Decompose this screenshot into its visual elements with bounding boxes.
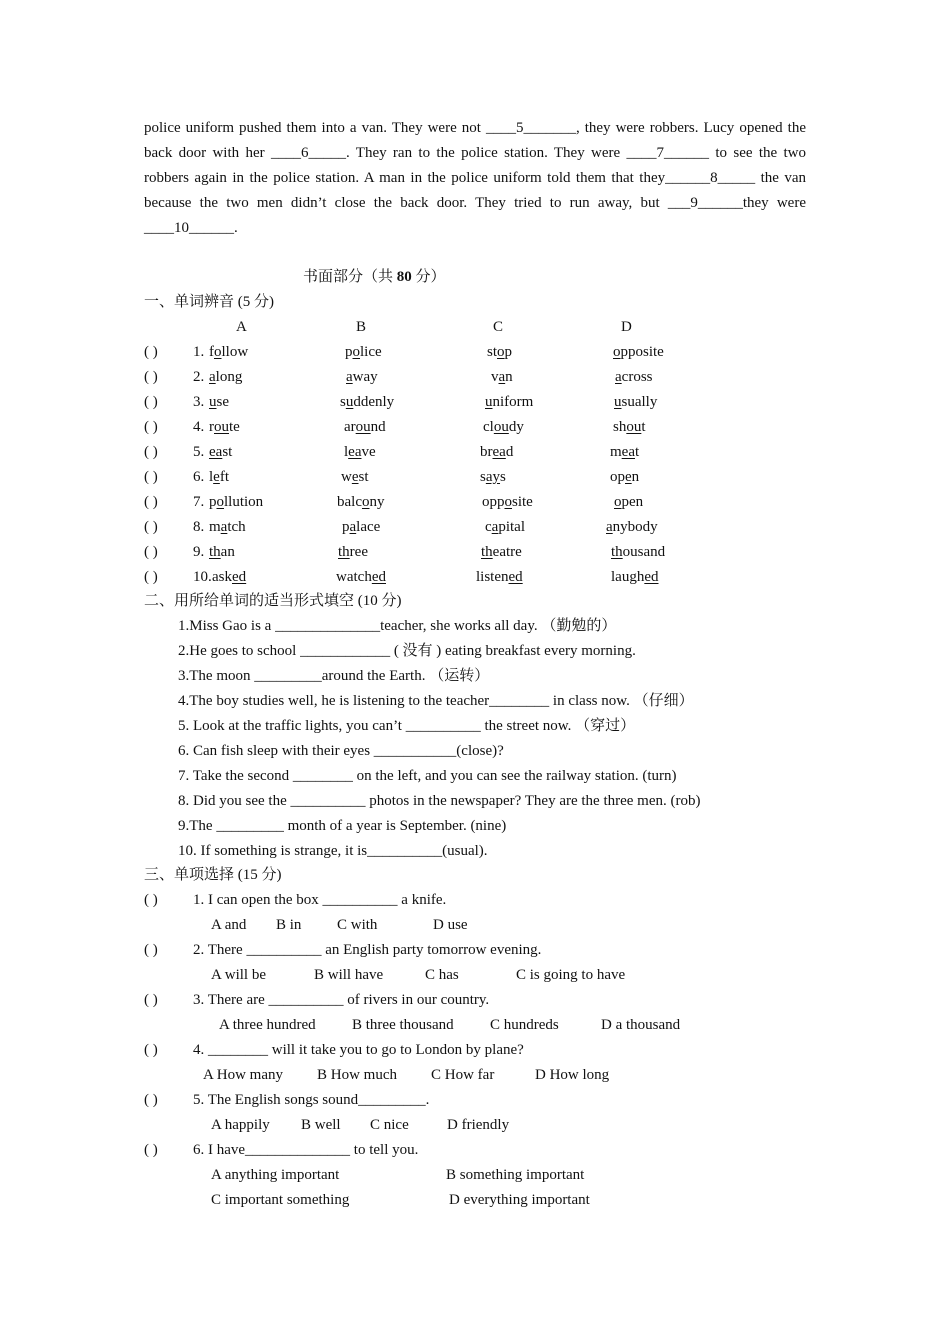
word-part: way <box>352 369 378 385</box>
word-option-a <box>209 490 263 515</box>
answer-bracket[interactable]: ( ) <box>144 544 158 560</box>
option-d[interactable]: C is going to have <box>516 967 626 983</box>
option-a[interactable]: A will be <box>211 967 266 983</box>
section-1-title: 一、单词辨音 (5 分) <box>144 294 274 310</box>
word-option-b <box>338 540 368 565</box>
word-option-a <box>209 365 242 390</box>
word-part: ousand <box>622 544 666 560</box>
item-number: 3. <box>193 394 205 410</box>
answer-bracket[interactable]: ( ) <box>144 369 158 385</box>
fill-item: 5. Look at the traffic lights, you can’t __________ the street now. （穿过） <box>178 718 636 734</box>
written-title-post: 分） <box>411 269 446 285</box>
word-option-b <box>342 515 380 540</box>
option-d[interactable]: D a thousand <box>601 1017 681 1033</box>
word-part: nybody <box>612 519 658 535</box>
word-option-b <box>344 415 386 440</box>
word-part: p <box>504 344 513 360</box>
underlined-letters: a <box>606 519 613 535</box>
option-a[interactable]: A anything important <box>211 1167 340 1183</box>
word-option-c <box>483 415 524 440</box>
fill-item: 1.Miss Gao is a ______________teacher, she works all day. （勤勉的） <box>178 618 617 634</box>
underlined-letters: e <box>351 469 359 485</box>
underlined-letters: ea <box>621 444 635 460</box>
option-b[interactable]: B in <box>276 917 302 933</box>
column-header-c: C <box>493 319 504 335</box>
word-part: t <box>635 444 640 460</box>
answer-bracket[interactable]: ( ) <box>144 569 158 585</box>
underlined-letters: ay <box>485 469 501 485</box>
word-part: site <box>512 494 533 510</box>
answer-bracket[interactable]: ( ) <box>144 469 158 485</box>
underlined-letters: e <box>213 469 220 485</box>
word-option-c <box>485 390 533 415</box>
item-number: 2. <box>193 369 205 385</box>
word-part: c <box>485 519 492 535</box>
written-title-pre: 书面部分（共 <box>303 269 397 285</box>
underlined-letters: u <box>209 394 217 410</box>
word-part: watch <box>336 569 372 585</box>
word-part: m <box>610 444 622 460</box>
underlined-letters: o <box>614 494 622 510</box>
word-part: llow <box>221 344 249 360</box>
word-part: l <box>209 469 214 485</box>
word-option-d <box>614 390 657 415</box>
question-text: 5. The English songs sound_________. <box>193 1092 430 1108</box>
fill-item: 9.The _________ month of a year is September. (nine) <box>178 818 507 834</box>
word-option-b <box>344 440 376 465</box>
word-part: s <box>340 394 346 410</box>
word-part: p <box>345 344 353 360</box>
option-b[interactable]: B three thousand <box>352 1017 454 1033</box>
word-option-a <box>209 340 248 365</box>
word-part: pposite <box>620 344 664 360</box>
option-c[interactable]: C with <box>337 917 378 933</box>
underlined-letters: u <box>614 394 622 410</box>
option-d[interactable]: D everything important <box>449 1192 590 1208</box>
word-part: st <box>358 469 369 485</box>
underlined-letters: u <box>485 394 493 410</box>
word-option-d <box>615 365 653 390</box>
word-part: lice <box>360 344 382 360</box>
underlined-letters: o <box>361 494 370 510</box>
word-option-b <box>345 340 382 365</box>
word-option-c <box>480 465 506 490</box>
fill-item: 7. Take the second ________ on the left, and you can see the railway station. (turn) <box>178 768 677 784</box>
column-header-d: D <box>621 319 632 335</box>
word-option-a <box>209 515 246 540</box>
word-part: f <box>209 344 214 360</box>
word-part: ree <box>349 544 368 560</box>
word-part: balc <box>337 494 362 510</box>
underlined-letters: ea <box>209 444 223 460</box>
item-number: 1. <box>193 344 205 360</box>
word-option-a <box>212 565 246 590</box>
word-option-a <box>209 440 232 465</box>
word-option-a <box>209 415 240 440</box>
underlined-letters: ou <box>626 419 642 435</box>
underlined-letters: a <box>209 369 216 385</box>
answer-bracket[interactable]: ( ) <box>144 992 158 1008</box>
fill-item: 6. Can fish sleep with their eyes ___________(close)? <box>178 743 504 759</box>
underlined-letters: a <box>346 369 353 385</box>
underlined-letters: a <box>349 519 357 535</box>
word-part: opp <box>482 494 505 510</box>
option-c[interactable]: C How far <box>431 1067 495 1083</box>
underlined-letters: a <box>498 369 506 385</box>
underlined-letters: o <box>497 344 505 360</box>
underlined-letters: o <box>613 344 621 360</box>
column-header-a: A <box>236 319 247 335</box>
word-part: cross <box>621 369 653 385</box>
option-b[interactable]: B How much <box>317 1067 397 1083</box>
word-option-d <box>613 415 646 440</box>
word-part: r <box>209 419 214 435</box>
answer-bracket[interactable]: ( ) <box>144 344 158 360</box>
underlined-letters: ed <box>644 569 659 585</box>
word-option-a <box>209 465 229 490</box>
underlined-letters: e <box>625 469 632 485</box>
fill-item: 10. If something is strange, it is__________(usual). <box>178 843 488 859</box>
word-option-b <box>346 365 378 390</box>
question-text: 6. I have______________ to tell you. <box>193 1142 419 1158</box>
word-part: ft <box>219 469 230 485</box>
word-part: v <box>491 369 499 385</box>
answer-bracket[interactable]: ( ) <box>144 419 158 435</box>
word-option-a <box>209 390 229 415</box>
underlined-letters: ed <box>371 569 386 585</box>
word-part: listen <box>476 569 509 585</box>
underlined-letters: ou <box>493 419 509 435</box>
option-d[interactable]: D friendly <box>447 1117 510 1133</box>
word-part: laugh <box>611 569 645 585</box>
word-option-d <box>613 340 664 365</box>
answer-bracket[interactable]: ( ) <box>144 444 158 460</box>
word-part: d <box>505 444 514 460</box>
word-option-d <box>610 465 639 490</box>
underlined-letters: th <box>209 544 221 560</box>
word-part: dy <box>508 419 524 435</box>
word-part: ddenly <box>353 394 395 410</box>
word-option-b <box>340 390 394 415</box>
word-option-d <box>606 515 658 540</box>
word-part: lace <box>356 519 381 535</box>
passage-text: police uniform pushed them into a van. They were not ____5_______, they were robbers. Lucy opened the back door with her ____6_____. They ran to the police station. They were ____7______ to see the two robbers again in the police station. A man in the police uniform told them that they______8_____ the van because the two men didn’t close the back door. They tried to run away, but ___9______they were ____10______. <box>144 120 806 236</box>
answer-bracket[interactable]: ( ) <box>144 519 158 535</box>
word-part: ar <box>344 419 356 435</box>
section-2-title: 二、用所给单词的适当形式填空 (10 分) <box>144 593 402 609</box>
word-part: st <box>487 344 498 360</box>
option-a[interactable]: A happily <box>211 1117 270 1133</box>
word-part: ask <box>212 569 232 585</box>
option-a[interactable]: A How many <box>203 1067 283 1083</box>
word-option-b <box>336 565 386 590</box>
word-part: eatre <box>492 544 522 560</box>
question-text: 2. There __________ an English party tomorrow evening. <box>193 942 542 958</box>
word-part: s <box>500 469 506 485</box>
word-part: te <box>229 419 240 435</box>
option-c[interactable]: C important something <box>211 1192 350 1208</box>
word-part: n <box>631 469 640 485</box>
word-option-d <box>611 540 665 565</box>
word-part: t <box>641 419 646 435</box>
option-c[interactable]: C nice <box>370 1117 409 1133</box>
underlined-letters: o <box>214 344 222 360</box>
fill-item: 3.The moon _________around the Earth. （运转） <box>178 668 490 684</box>
underlined-letters: ed <box>232 569 247 585</box>
underlined-letters: o <box>216 494 224 510</box>
underlined-letters: ea <box>492 444 506 460</box>
word-part: ve <box>361 444 376 460</box>
underlined-letters: th <box>481 544 493 560</box>
option-a[interactable]: A and <box>211 917 247 933</box>
word-part: pital <box>498 519 526 535</box>
section-3-title: 三、单项选择 (15 分) <box>144 867 282 883</box>
item-number: 7. <box>193 494 205 510</box>
word-option-b <box>337 490 384 515</box>
underlined-letters: ea <box>348 444 362 460</box>
answer-bracket[interactable]: ( ) <box>144 892 158 908</box>
word-part: op <box>610 469 625 485</box>
option-d[interactable]: D How long <box>535 1067 610 1083</box>
word-part: niform <box>492 394 534 410</box>
word-part: s <box>480 469 486 485</box>
word-part: w <box>341 469 352 485</box>
word-part: n <box>505 369 513 385</box>
word-option-c <box>481 540 522 565</box>
column-header-b: B <box>356 319 367 335</box>
underlined-letters: th <box>338 544 350 560</box>
underlined-letters: u <box>345 394 354 410</box>
word-part: cl <box>483 419 494 435</box>
word-part: st <box>222 444 233 460</box>
item-number: 5. <box>193 444 205 460</box>
question-text: 3. There are __________ of rivers in our country. <box>193 992 490 1008</box>
fill-item: 2.He goes to school ____________ ( 没有 ) eating breakfast every morning. <box>178 643 636 659</box>
word-part: tch <box>227 519 246 535</box>
written-part-title <box>303 265 446 290</box>
word-part: p <box>209 494 217 510</box>
word-option-c <box>487 340 512 365</box>
item-number: 10. <box>193 569 212 585</box>
option-b[interactable]: B something important <box>446 1167 585 1183</box>
answer-bracket[interactable]: ( ) <box>144 942 158 958</box>
fill-item: 4.The boy studies well, he is listening to the teacher________ in class now. （仔细） <box>178 693 694 709</box>
option-c[interactable]: C has <box>425 967 459 983</box>
question-text: 1. I can open the box __________ a knife. <box>193 892 447 908</box>
item-number: 8. <box>193 519 205 535</box>
word-option-d <box>614 490 643 515</box>
option-b[interactable]: B well <box>301 1117 341 1133</box>
underlined-letters: a <box>491 519 499 535</box>
word-part: p <box>342 519 350 535</box>
underlined-letters: ou <box>214 419 229 435</box>
word-part: long <box>215 369 243 385</box>
answer-bracket[interactable]: ( ) <box>144 1042 158 1058</box>
option-a[interactable]: A three hundred <box>219 1017 316 1033</box>
option-d[interactable]: D use <box>433 917 468 933</box>
underlined-letters: ed <box>508 569 523 585</box>
word-part: llution <box>224 494 264 510</box>
underlined-letters: a <box>615 369 622 385</box>
word-part: pen <box>621 494 644 510</box>
word-part: l <box>344 444 349 460</box>
option-b[interactable]: B will have <box>314 967 384 983</box>
word-part: sh <box>613 419 627 435</box>
underlined-letters: a <box>220 519 228 535</box>
item-number: 4. <box>193 419 205 435</box>
word-part: an <box>220 544 235 560</box>
underlined-letters: th <box>611 544 623 560</box>
word-part: br <box>480 444 493 460</box>
item-number: 9. <box>193 544 205 560</box>
fill-item: 8. Did you see the __________ photos in the newspaper? They are the three men. (rob) <box>178 793 701 809</box>
option-c[interactable]: C hundreds <box>490 1017 559 1033</box>
word-option-c <box>485 515 525 540</box>
word-part: nd <box>370 419 386 435</box>
word-option-d <box>610 440 639 465</box>
word-option-c <box>480 440 513 465</box>
word-option-a <box>209 540 235 565</box>
word-option-c <box>476 565 523 590</box>
word-option-c <box>482 490 533 515</box>
written-title-num: 80 <box>396 269 412 285</box>
word-option-c <box>491 365 513 390</box>
word-part: sually <box>621 394 658 410</box>
underlined-letters: o <box>504 494 512 510</box>
answer-bracket[interactable]: ( ) <box>144 394 158 410</box>
answer-bracket[interactable]: ( ) <box>144 1092 158 1108</box>
word-part: se <box>216 394 229 410</box>
word-part: ny <box>369 494 385 510</box>
word-option-d <box>611 565 659 590</box>
item-number: 6. <box>193 469 205 485</box>
underlined-letters: o <box>352 344 360 360</box>
answer-bracket[interactable]: ( ) <box>144 494 158 510</box>
answer-bracket[interactable]: ( ) <box>144 1142 158 1158</box>
word-part: m <box>209 519 221 535</box>
word-option-b <box>341 465 369 490</box>
question-text: 4. ________ will it take you to go to London by plane? <box>193 1042 524 1058</box>
underlined-letters: ou <box>355 419 371 435</box>
